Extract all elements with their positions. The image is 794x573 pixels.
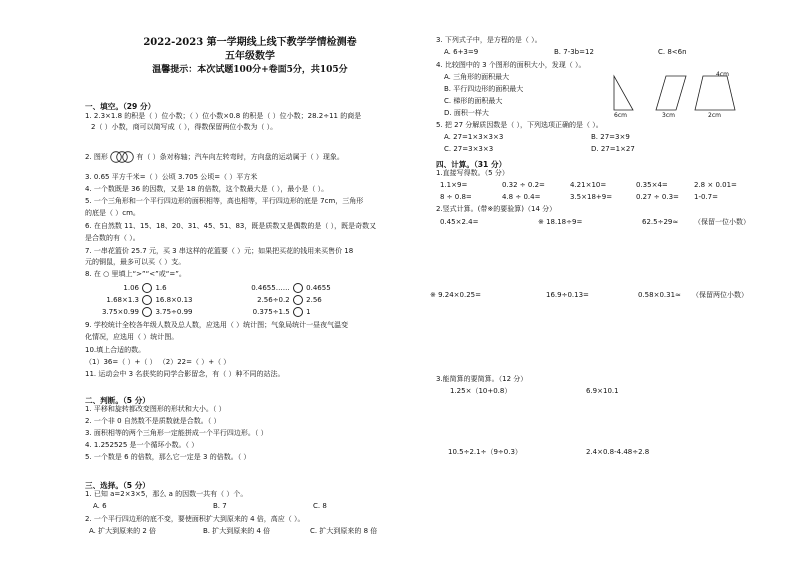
- question-8: 8. 在 ○ 里填上“>”“<”或“=”。: [85, 270, 186, 278]
- calc-1-item: 0.32 ÷ 0.2=: [502, 181, 545, 189]
- judge-1: 1. 平移和旋转都改变图形的形状和大小。（ ）: [85, 405, 226, 413]
- choice-1-opt-c: C. 8: [313, 502, 327, 510]
- question-5b: 的底是（ ）cm。: [85, 209, 140, 217]
- compare-row-2: [87, 295, 322, 305]
- calc-1-item: 0.27 ÷ 0.3=: [636, 193, 679, 201]
- choice-5-opt-d: D. 27=1×27: [591, 145, 635, 153]
- choice-2-opt-b: B. 扩大到原来的 4 倍: [203, 527, 271, 535]
- choice-3-opt-a: A. 6+3=9: [444, 48, 479, 56]
- choice-2-opt-a: A. 扩大到原来的 2 倍: [89, 527, 157, 535]
- choice-1: 1. 已知 a=2×3×5，那么 a 的因数一共有（ ）个。: [85, 490, 248, 498]
- question-2-post: 有（ ）条对称轴；汽车向左转弯时，方向盘的运动属于（ ）现象。: [136, 153, 344, 161]
- compare-left: 1.06: [123, 284, 139, 292]
- choice-2-opt-c: C. 扩大到原来的 8 倍: [310, 527, 378, 535]
- choice-3: 3. 下列式子中，是方程的是（ ）。: [436, 36, 542, 44]
- circles-icon: [110, 149, 134, 165]
- choice-5-opt-a: A. 27=1×3×3×3: [444, 133, 504, 141]
- choice-4-opt-c: C. 梯形的面积最大: [444, 97, 503, 105]
- calc-3-item: 10.5÷2.1÷（9÷0.3）: [448, 448, 522, 456]
- exam-subject: 五年级数学: [225, 51, 275, 62]
- compare-left: 3.75×0.99: [101, 308, 139, 316]
- compare-left: 1.68×1.3: [106, 296, 139, 304]
- figure-label-triangle: 6cm: [614, 112, 627, 119]
- calc-3-item: 2.4×0.8-4.48÷2.8: [586, 448, 650, 456]
- three-circles-figure: [110, 149, 134, 165]
- judge-2: 2. 一个非 0 自然数不是质数就是合数。（ ）: [85, 417, 221, 425]
- question-10: 10.填上合适的数。: [85, 346, 146, 354]
- choice-1-opt-a: A. 6: [93, 502, 107, 510]
- calc-2-item: ※ 9.24×0.25=: [430, 291, 481, 299]
- question-7a: 7. 一串花篮价 25.7 元，买 3 串这样的花篮要（ ）元；如果把买花的钱用来买售价 18: [85, 247, 354, 255]
- compare-circle[interactable]: [293, 307, 303, 317]
- section-calc-title: 四、计算。（31 分）: [436, 160, 507, 169]
- figure-label-top: 4cm: [716, 71, 729, 78]
- compare-circle[interactable]: [142, 307, 152, 317]
- calc-1-item: 0.35×4=: [636, 181, 668, 189]
- trapezoid-shape: [695, 76, 735, 110]
- question-9a: 9. 学校统计全校各年级人数及总人数，应选用（ ）统计图；气象局统计一昼夜气温变: [85, 321, 349, 329]
- question-1b: 2（ ）小数，商可以简写成（ ），得数保留两位小数为（ ）。: [91, 123, 278, 131]
- question-1a: 1. 2.3×1.8 的积是（ ）位小数；（ ）位小数×0.8 的积是（ ）位小数；28.2÷11 的商是: [85, 112, 362, 120]
- compare-circle[interactable]: [293, 295, 303, 305]
- question-3: 3. 0.65 平方千米=（ ）公顷 3.705 公顷=（ ）平方米: [85, 173, 258, 181]
- question-5a: 5. 一个三角形和一个平行四边形的面积相等，高也相等，平行四边形的底是 7cm，三角形: [85, 197, 364, 205]
- triangle-shape: [614, 76, 633, 110]
- compare-right: 1: [306, 308, 311, 316]
- section-fill-title: 一、填空。（29 分）: [85, 102, 156, 111]
- choice-2: 2. 一个平行四边形的底不变，要使面积扩大到原来的 4 倍，高应（ ）。: [85, 515, 305, 523]
- calc-1-item: 3.5×18+9=: [570, 193, 613, 201]
- calc-1-title: 1.直接写得数。（5 分）: [436, 169, 509, 177]
- choice-3-opt-c: C. 8<6n: [658, 48, 687, 56]
- compare-right: 0.4655: [306, 284, 331, 292]
- choice-1-opt-b: B. 7: [213, 502, 227, 510]
- choice-3-opt-b: B. 7-3b=12: [554, 48, 594, 56]
- compare-right: 3.75÷0.99: [155, 308, 193, 316]
- calc-2-item: 0.58×0.31≈: [638, 291, 681, 299]
- question-11: 11. 运动会中 3 名获奖的同学合影留念，有（ ）种不同的站法。: [85, 370, 285, 378]
- compare-circle[interactable]: [142, 283, 152, 293]
- calc-2-item: 16.9÷0.13=: [546, 291, 589, 299]
- calc-1-item: 2.8 × 0.01=: [694, 181, 737, 189]
- calc-3-item: 1.25×（10+0.8）: [450, 387, 512, 395]
- compare-left: 0.4655……: [251, 284, 290, 292]
- calc-3-item: 6.9×10.1: [586, 387, 619, 395]
- choice-4-opt-d: D. 面积一样大: [444, 109, 489, 117]
- judge-5: 5. 一个数是 6 的倍数，那么它一定是 3 的倍数。（ ）: [85, 453, 251, 461]
- question-6b: 是合数的有（ ）。: [85, 234, 140, 242]
- compare-left: 2.56÷0.2: [257, 296, 290, 304]
- calc-1-item: 1-0.7=: [694, 193, 718, 201]
- question-7b: 元的铜鼠，最多可以买（ ）支。: [85, 258, 186, 266]
- figure-label-trapezoid: 2cm: [708, 112, 721, 119]
- compare-left: 0.375÷1.5: [252, 308, 290, 316]
- compare-right: 16.8×0.13: [155, 296, 193, 304]
- question-2-pre: 2. 图形: [85, 153, 108, 161]
- compare-circle[interactable]: [142, 295, 152, 305]
- calc-2-title: 2.竖式计算。(带※的要验算)（14 分）: [436, 205, 557, 213]
- compare-right: 1.6: [155, 284, 167, 292]
- choice-5: 5. 把 27 分解质因数是（ ），下列选项正确的是（ ）。: [436, 121, 603, 129]
- compare-circle[interactable]: [293, 283, 303, 293]
- compare-row-3: [87, 307, 311, 317]
- choice-5-opt-c: C. 27=3×3×3: [444, 145, 494, 153]
- shapes-figure: [611, 70, 761, 120]
- calc-2-item: 62.5÷29≈: [642, 218, 679, 226]
- calc-1-item: 8 ÷ 0.8=: [440, 193, 472, 201]
- question-6a: 6. 在自然数 11、15、18、20、31、45、51、83，既是质数又是偶数的是（ ），既是奇数又: [85, 222, 377, 230]
- question-10b: （1）36=（ ）+（ ） （2）22=（ ）+（ ）: [85, 358, 231, 366]
- parallelogram-shape: [656, 76, 686, 110]
- calc-2-note: （保留两位小数）: [692, 291, 748, 299]
- calc-2-item: 0.45×2.4=: [440, 218, 479, 226]
- question-4: 4. 一个数既是 36 的因数，又是 18 的倍数，这个数最大是（ ），最小是（ ）。: [85, 185, 329, 193]
- judge-3: 3. 面积相等的两个三角形一定能拼成一个平行四边形。（ ）: [85, 429, 268, 437]
- calc-1-item: 1.1×9=: [440, 181, 468, 189]
- calc-1-item: 4.21×10=: [570, 181, 607, 189]
- section-judge-title: 二、判断。（5 分）: [85, 396, 150, 405]
- compare-row-1: [101, 283, 331, 293]
- exam-tip: 温馨提示：本次试题100分+卷面5分，共105分: [152, 65, 348, 75]
- calc-3-title: 3.能简算的要简算。（12 分）: [436, 375, 528, 383]
- choice-4-opt-a: A. 三角形的面积最大: [444, 73, 510, 81]
- calc-1-item: 4.8 ÷ 0.4=: [502, 193, 541, 201]
- compare-right: 2.56: [306, 296, 322, 304]
- figure-label-parallelogram: 3cm: [662, 112, 675, 119]
- section-choice-title: 三、选择。（5 分）: [85, 481, 150, 490]
- question-9b: 化情况，应选用（ ）统计图。: [85, 333, 179, 341]
- exam-title: 2022-2023 第一学期线上线下教学学情检测卷: [143, 37, 357, 48]
- judge-4: 4. 1.252525 是一个循环小数。（ ）: [85, 441, 199, 449]
- choice-4: 4. 比较图中的 3 个图形的面积大小，发现（ ）。: [436, 61, 586, 69]
- choice-4-opt-b: B. 平行四边形的面积最大: [444, 85, 524, 93]
- question-2: [85, 149, 344, 165]
- calc-2-item: ※ 18.18÷9=: [538, 218, 583, 226]
- calc-2-note: （保留一位小数）: [694, 218, 750, 226]
- choice-5-opt-b: B. 27=3×9: [591, 133, 630, 141]
